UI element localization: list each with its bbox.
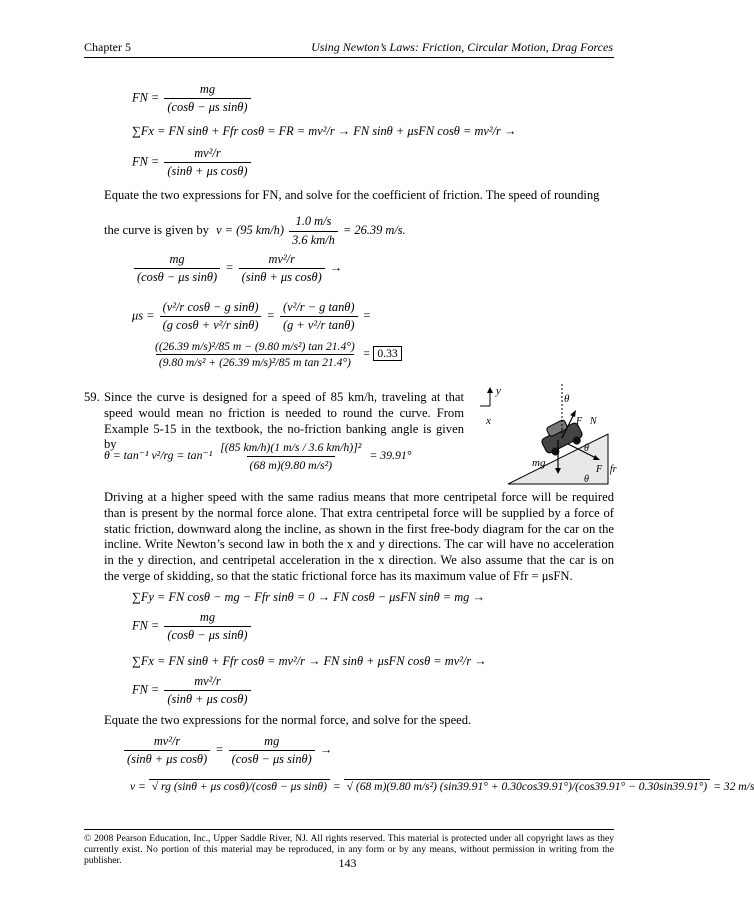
problem-number: 59. xyxy=(84,390,100,404)
eq-equate-normal: $\frac{mg}{\text{(cosθ − μs sinθ)}}$ = $\frac{\text{mv²/r}}{\text{(sinθ + μs cosθ)}}$ → xyxy=(132,252,342,285)
text-equate-friction: Equate the two expressions for FN, and solve for the coefficient of friction. The speed of rounding xyxy=(104,188,600,202)
eq-equate-speed: $\frac{\text{mv²/r}}{\text{(sinθ + μs cosθ)}}$ = $\frac{mg}{\text{(cosθ − μs sinθ)}}$ → xyxy=(122,734,332,767)
eq-sum-fx: ∑Fx = FN sinθ + Ffr cosθ = FR = mv²/r → FN sinθ + μsFN cosθ = mv²/r → xyxy=(132,124,517,138)
eq-sum-fy: ∑Fy = FN cosθ − mg − Ffr sinθ = 0 → FN cosθ − μsFN sinθ = mg → xyxy=(132,590,485,604)
y-axis-label: y xyxy=(496,385,501,397)
eq-sum-fx-2: ∑Fx = FN sinθ + Ffr cosθ = mv²/r → FN sinθ + μsFN cosθ = mv²/r → xyxy=(132,654,487,668)
chapter-label: Chapter 5 xyxy=(84,40,131,54)
problem-59-explanation: Driving at a higher speed with the same radius means that more centripetal force will be required than is present by the normal force alone. That extra centripetal force will be supplied by a force of static friction, downward along the incline, as shown in the first free-body diagram for the car on the incline. Write Newton’s second law in both the x and y directions. The car will have no acceleration in the y direction, and centripetal acceleration in the x direction. We also assume that the car is on the verge of skidding, so that the static frictional force has its maximum value of Ffr = μsFN. xyxy=(104,490,614,583)
eq-normal-force-4: FN = $\frac{\text{mv²/r}}{\text{(sinθ + μs cosθ)}}$ xyxy=(132,674,253,707)
free-body-diagram xyxy=(478,384,617,488)
copyright-notice: © 2008 Pearson Education, Inc., Upper Saddle River, NJ. All rights reserved. This material is protected under all copyright laws as they currently exist. No portion of this material may be reproduced, in any form or by any means, without permission in writing from the publisher. xyxy=(84,833,614,866)
problem-59-intro: Since the curve is designed for a speed of 85 km/h, traveling at that speed would mean no friction is needed to round the curve. From Example 5-15 in the textbook, the no-friction banking angle is given by xyxy=(104,390,464,452)
eq-mu-s-numeric: $\frac{\text{((26.39 m/s)²/85 m − (9.80 m/s²) tan 21.4°)}}{\text{(9.80 m/s² + (26.39 m/s)²/85 m tan 21.4°)}}$ = 0.33 xyxy=(150,340,402,369)
text-equate-speed: Equate the two expressions for the normal force, and solve for the speed. xyxy=(104,713,472,727)
eq-normal-force-1: FN = $\frac{mg}{\text{(cosθ − μs sinθ)}}$ xyxy=(132,82,253,115)
x-axis-label: x xyxy=(486,415,491,427)
speed-line: the curve is given by v = (95 km/h) $\frac{1.0 m/s}{3.6 km/h}$ = 26.39 m/s. xyxy=(104,214,406,247)
chapter-title: Using Newton’s Laws: Friction, Circular Motion, Drag Forces xyxy=(311,40,613,54)
eq-mu-s: μs = $\frac{\text{(v²/r cosθ − g sinθ)}}{\text{(g cosθ + v²/r sinθ)}}$ = $\frac{\text{(v²/r − g tanθ)}}{\text{(g + v²/r tanθ)}}$ = xyxy=(132,300,371,332)
header-rule xyxy=(84,57,614,58)
mu-result-box: 0.33 xyxy=(373,346,401,361)
theta-mid-label: θ xyxy=(584,443,589,454)
eq-final-speed: v = √ rg (sinθ + μs cosθ)/(cosθ − μs sinθ) = √ (68 m)(9.80 m/s²) (sin39.91° + 0.30cos39.91°)/(cos39.91° − 0.30sin39.91°) = 32 m/s xyxy=(130,780,754,793)
eq-normal-force-2: FN = $\frac{\text{mv²/r}}{\text{(sinθ + μs cosθ)}}$ xyxy=(132,146,253,179)
page-number: 143 xyxy=(338,856,357,870)
eq-normal-force-3: FN = $\frac{mg}{\text{(cosθ − μs sinθ)}}$ xyxy=(132,610,253,643)
mg-label: mg⃗ xyxy=(532,457,554,469)
fn-label: F⃗N xyxy=(576,416,597,427)
footer-rule xyxy=(84,829,614,830)
ffr-label: F⃗fr xyxy=(596,464,617,475)
theta-bottom-label: θ xyxy=(584,474,589,485)
theta-top-label: θ xyxy=(564,393,570,405)
eq-banking-angle: θ = tan⁻¹ v²/rg = tan⁻¹ $\frac{\text{[(85 km/h)(1 m/s / 3.6 km/h)]²}}{\text{(68 m)(9.80 m/s²)}}$ = 39.91° xyxy=(104,440,412,472)
